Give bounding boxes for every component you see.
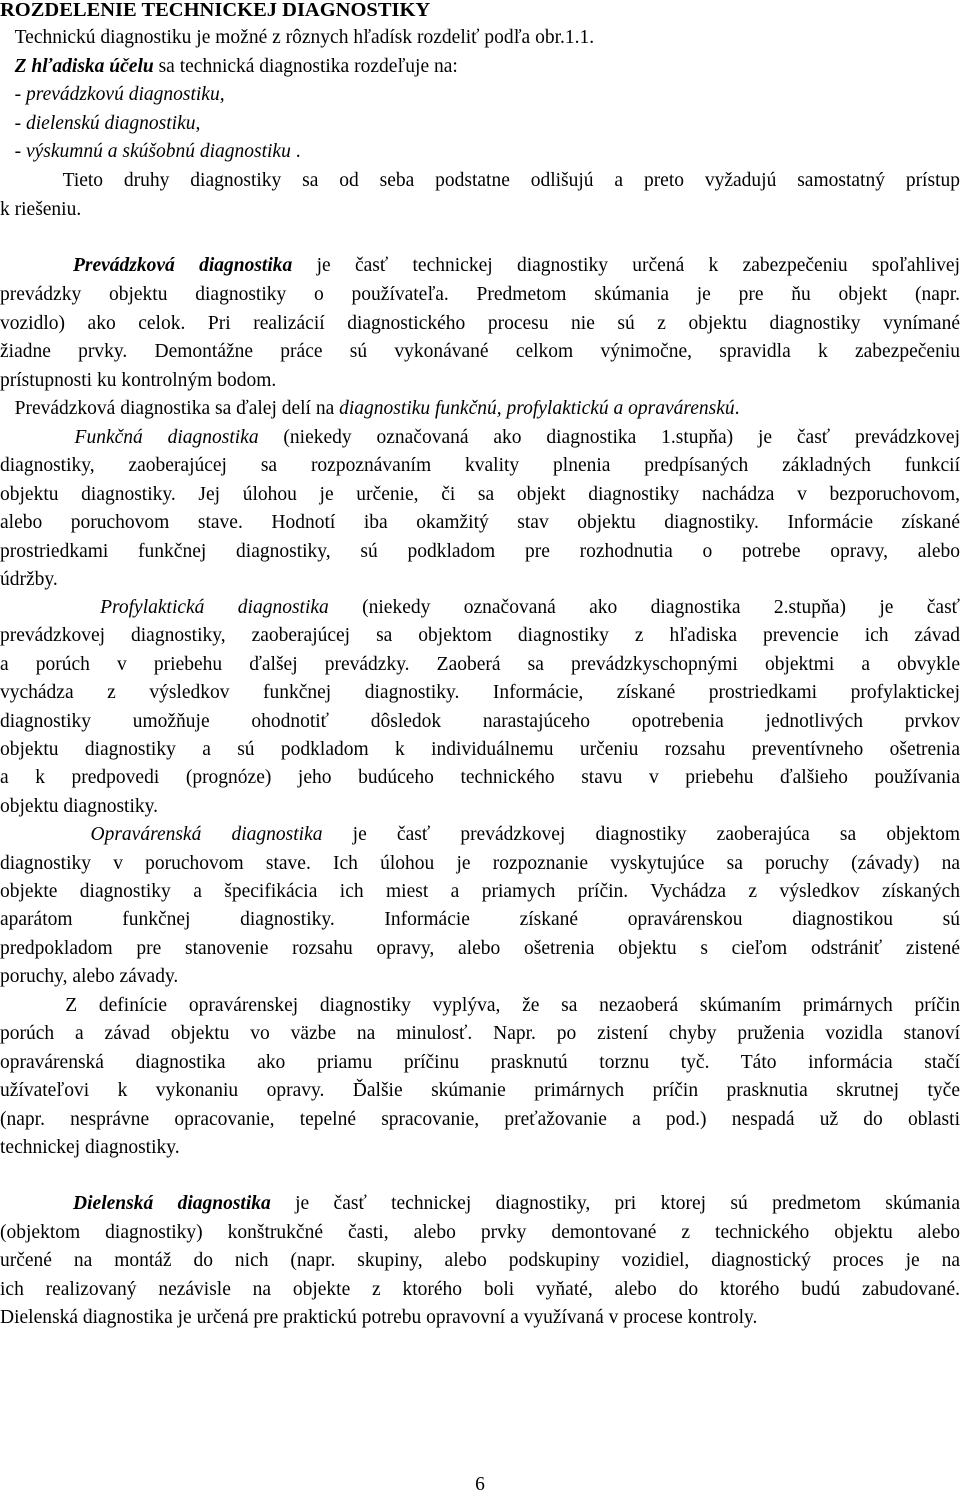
emphasis-text: - dielenskú diagnostiku,	[0, 113, 201, 134]
emphasis-text: Opravárenská diagnostika	[0, 824, 323, 845]
section-title: ROZDELENIE TECHNICKEJ DIAGNOSTIKY	[0, 0, 431, 21]
text-line	[0, 1106, 960, 1134]
text-run: ich realizovaný nezávisle na objekte z ktorého boli vyňaté, alebo do ktorého budú zabudované.	[0, 1279, 960, 1300]
text-run: (niekedy označovaná ako diagnostika 1.stupňa) je časť prevádzkovej	[258, 427, 960, 448]
text-line	[0, 1020, 960, 1048]
emphasis-text: Dielenská diagnostika	[0, 1193, 271, 1214]
text-run: .	[290, 141, 301, 162]
text-run: (napr. nesprávne opracovanie, tepelné spracovanie, preťažovanie a pod.) nespadá už do oblasti	[0, 1109, 960, 1130]
text-run: sa technická diagnostika rozdeľuje na:	[153, 56, 458, 77]
text-run: .	[734, 398, 740, 419]
page-number: 6	[475, 1474, 485, 1495]
text-line	[0, 821, 960, 849]
text-run: predpokladom pre stanovenie rozsahu opravy, alebo ošetrenia objektu s cieľom odstrániť zistené	[0, 938, 960, 959]
text-run: Prevádzková diagnostika sa ďalej delí na	[0, 398, 340, 419]
text-run: aparátom funkčnej diagnostiky. Informácie získané opravárenskou diagnostikou sú	[0, 909, 960, 930]
text-line	[0, 252, 960, 280]
text-line	[0, 566, 960, 594]
text-line	[0, 764, 960, 792]
text-run: vychádza z výsledkov funkčnej diagnostiky. Informácie, získané prostriedkami profylaktickej	[0, 682, 960, 703]
text-line	[0, 338, 960, 366]
text-run: užívateľovi k vykonaniu opravy. Ďalšie skúmanie primárnych príčin prasknutia skrutnej tyče	[0, 1080, 960, 1101]
text-line	[0, 367, 960, 395]
text-line	[0, 651, 960, 679]
text-run: je časť technickej diagnostiky, pri ktorej sú predmetom skúmania	[270, 1193, 960, 1214]
text-line	[0, 1077, 960, 1105]
text-run: žiadne prvky. Demontážne práce sú vykonávané celkom výnimočne, spravidla k zabezpečeniu	[0, 341, 960, 362]
text-run: Dielenská diagnostika je určená pre praktickú potrebu opravovní a využívaná v procese kontroly.	[0, 1307, 758, 1328]
text-run: objekte diagnostiky a špecifikácia ich miest a priamych príčin. Vychádza z výsledkov získaných	[0, 881, 960, 902]
text-run: vozidlo) ako celok. Pri realizácií diagnostického procesu nie sú z objektu diagnostiky vynímané	[0, 313, 960, 334]
text-line	[0, 509, 960, 537]
text-line	[0, 138, 960, 166]
text-run: objektu diagnostiky.	[0, 796, 158, 817]
text-line	[0, 24, 960, 52]
text-run: prostriedkami funkčnej diagnostiky, sú podkladom pre rozhodnutia o potrebe opravy, alebo	[0, 541, 960, 562]
text-line	[0, 708, 960, 736]
text-line	[0, 594, 960, 622]
text-line	[0, 1247, 960, 1275]
text-line	[0, 935, 960, 963]
text-run: diagnostiky v poruchovom stave. Ich úlohou je rozpoznanie vyskytujúce sa poruchy (závady) na	[0, 853, 960, 874]
text-line	[0, 1134, 960, 1162]
text-line	[0, 736, 960, 764]
text-line	[0, 906, 960, 934]
text-line	[0, 538, 960, 566]
text-run: a porúch v priebehu ďalšej prevádzky. Zaoberá sa prevádzkyschopnými objektmi a obvykle	[0, 654, 960, 675]
text-line	[0, 167, 960, 195]
text-line	[0, 395, 960, 423]
text-line	[0, 963, 960, 991]
text-run: je časť technickej diagnostiky určená k zabezpečeniu spoľahlivej	[292, 255, 960, 276]
text-run: objektu diagnostiky. Jej úlohou je určenie, či sa objekt diagnostiky nachádza v bezporuchovom,	[0, 484, 960, 505]
text-line	[0, 481, 960, 509]
text-run: technickej diagnostiky.	[0, 1137, 180, 1158]
text-run: objektu diagnostiky a sú podkladom k individuálnemu určeniu rozsahu preventívneho ošetrenia	[0, 739, 960, 760]
text-run: (niekedy označovaná ako diagnostika 2.stupňa) je časť	[328, 597, 960, 618]
text-run: diagnostiky umožňuje ohodnotiť dôsledok narastajúceho opotrebenia jednotlivých prvkov	[0, 711, 960, 732]
text-line	[0, 1276, 960, 1304]
text-run: alebo poruchovom stave. Hodnotí iba okamžitý stav objektu diagnostiky. Informácie získané	[0, 512, 960, 533]
text-line	[0, 878, 960, 906]
text-line	[0, 310, 960, 338]
text-run: Tieto druhy diagnostiky sa od seba podstatne odlišujú a preto vyžadujú samostatný prístup	[0, 170, 960, 191]
emphasis-text: diagnostiku funkčnú, profylaktickú a opravárenskú	[339, 398, 735, 419]
text-line	[0, 850, 960, 878]
text-run: poruchy, alebo závady.	[0, 966, 179, 987]
text-line	[0, 793, 960, 821]
text-line	[0, 992, 960, 1020]
emphasis-text: Z hľadiska účelu	[0, 56, 154, 77]
text-line	[0, 1304, 960, 1332]
text-run: prístupnosti ku kontrolným bodom.	[0, 370, 277, 391]
text-line	[0, 452, 960, 480]
text-line	[0, 1219, 960, 1247]
text-line	[0, 81, 960, 109]
text-line	[0, 1190, 960, 1218]
text-run: Z definície opravárenskej diagnostiky vyplýva, že sa nezaoberá skúmaním primárnych príčin	[0, 995, 960, 1016]
text-line	[0, 110, 960, 138]
text-run: prevádzkovej diagnostiky, zaoberajúcej sa objektom diagnostiky z hľadiska prevencie ich závad	[0, 625, 960, 646]
text-run: porúch a závad objektu vo väzbe na minulosť. Napr. po zistení chyby pruženia vozidla stanoví	[0, 1023, 960, 1044]
emphasis-text: Funkčná diagnostika	[0, 427, 259, 448]
text-run: diagnostiky, zaoberajúcej sa rozpoznávaním kvality plnenia predpísaných základných funkcií	[0, 455, 960, 476]
emphasis-text: - prevádzkovú diagnostiku,	[0, 84, 225, 105]
text-run: (objektom diagnostiky) konštrukčné časti, alebo prvky demontované z technického objektu alebo	[0, 1222, 960, 1243]
emphasis-text: Profylaktická diagnostika	[0, 597, 329, 618]
text-line	[0, 679, 960, 707]
text-line	[0, 622, 960, 650]
text-line	[0, 53, 960, 81]
text-line	[0, 196, 960, 224]
text-run: Technickú diagnostiku je možné z rôznych hľadísk rozdeliť podľa obr.1.1.	[0, 27, 595, 48]
text-run: a k predpovedi (prognóze) jeho budúceho technického stavu v priebehu ďalšieho používania	[0, 767, 960, 788]
text-run: k riešeniu.	[0, 199, 82, 220]
text-run: údržby.	[0, 569, 58, 590]
text-line	[0, 424, 960, 452]
text-run: je časť prevádzkovej diagnostiky zaoberajúca sa objektom	[322, 824, 960, 845]
text-line	[0, 1049, 960, 1077]
text-run: prevádzky objektu diagnostiky o používateľa. Predmetom skúmania je pre ňu objekt (napr.	[0, 284, 960, 305]
text-run: opravárenská diagnostika ako priamu príčinu prasknutú torznu tyč. Táto informácia stačí	[0, 1052, 960, 1073]
text-run: určené na montáž do nich (napr. skupiny, alebo podskupiny vozidiel, diagnostický proces je na	[0, 1250, 960, 1271]
emphasis-text: - výskumnú a skúšobnú diagnostiku	[0, 141, 291, 162]
text-line	[0, 281, 960, 309]
emphasis-text: Prevádzková diagnostika	[0, 255, 293, 276]
